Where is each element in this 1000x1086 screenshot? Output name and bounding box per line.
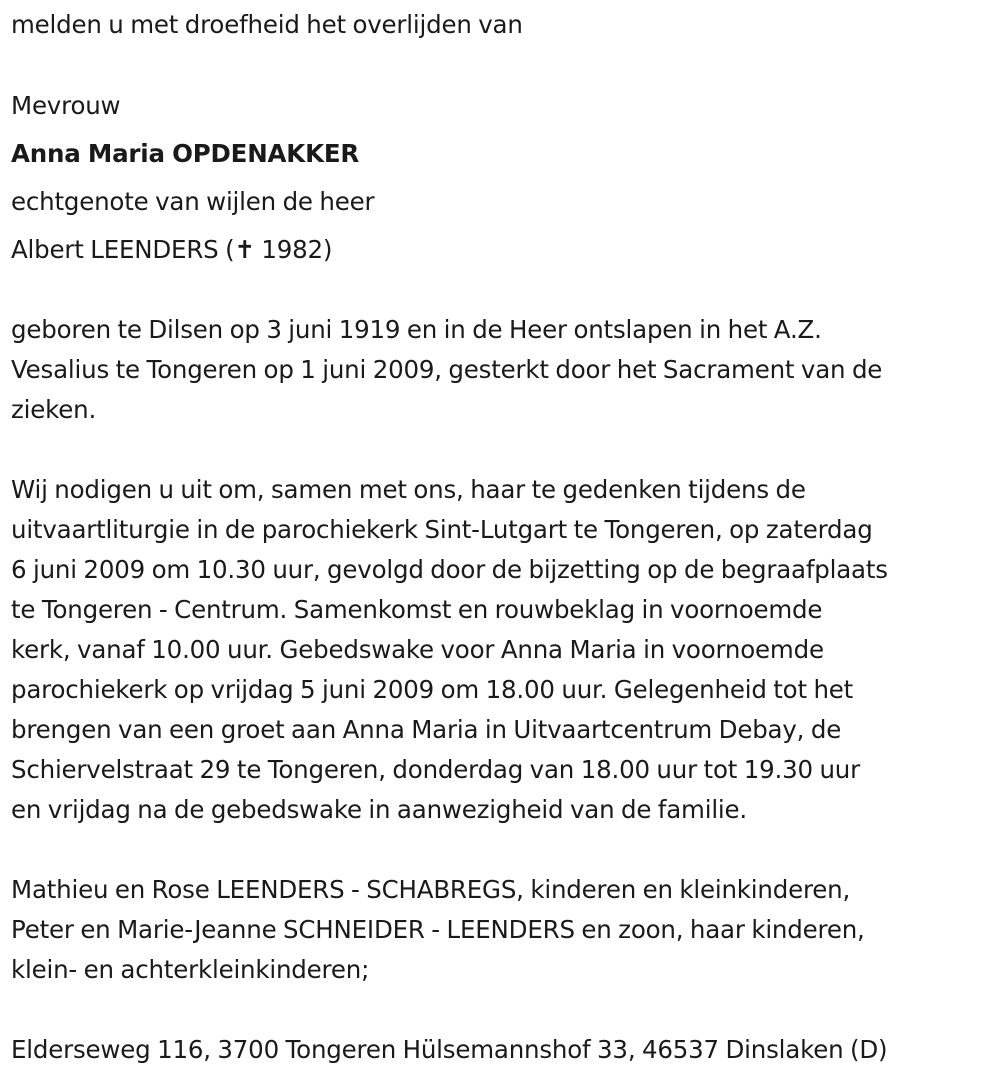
ceremony-line: kerk, vanaf 10.00 uur. Gebedswake voor Anna Maria in voornoemde <box>11 635 824 664</box>
ceremony-line: 6 juni 2009 om 10.30 uur, gevolgd door de bijzetting op de begraafplaats <box>11 555 888 584</box>
ceremony-line: parochiekerk op vrijdag 5 juni 2009 om 18.00 uur. Gelegenheid tot het <box>11 675 854 704</box>
spouse-line-1: echtgenote van wijlen de heer <box>11 187 375 216</box>
ceremony-line: uitvaartliturgie in de parochiekerk Sint-Lutgart te Tongeren, op zaterdag <box>11 515 873 544</box>
birth-death-line: geboren te Dilsen op 3 juni 1919 en in de Heer ontslapen in het A.Z. <box>11 315 822 344</box>
family-line: Peter en Marie-Jeanne SCHNEIDER - LEENDERS en zoon, haar kinderen, <box>11 915 865 944</box>
family-line: klein- en achterkleinkinderen; <box>11 955 370 984</box>
spouse-line-2: Albert LEENDERS (✝ 1982) <box>11 235 333 264</box>
ceremony-line: en vrijdag na de gebedswake in aanwezigheid van de familie. <box>11 795 747 824</box>
birth-death-line: Vesalius te Tongeren op 1 juni 2009, gesterkt door het Sacrament van de <box>11 355 883 384</box>
ceremony-line: Wij nodigen u uit om, samen met ons, haar te gedenken tijdens de <box>11 475 806 504</box>
birth-death-line: zieken. <box>11 395 97 424</box>
family-line: Mathieu en Rose LEENDERS - SCHABREGS, kinderen en kleinkinderen, <box>11 875 851 904</box>
ceremony-line: te Tongeren - Centrum. Samenkomst en rouwbeklag in voornoemde <box>11 595 823 624</box>
ceremony-line: Schiervelstraat 29 te Tongeren, donderdag van 18.00 uur tot 19.30 uur <box>11 755 860 784</box>
intro-text: melden u met droefheid het overlijden van <box>11 10 523 39</box>
salutation: Mevrouw <box>11 91 121 120</box>
ceremony-line: brengen van een groet aan Anna Maria in Uitvaartcentrum Debay, de <box>11 715 842 744</box>
deceased-name: Anna Maria OPDENAKKER <box>11 139 360 168</box>
addresses-line: Elderseweg 116, 3700 Tongeren Hülsemannshof 33, 46537 Dinslaken (D) <box>11 1035 888 1064</box>
